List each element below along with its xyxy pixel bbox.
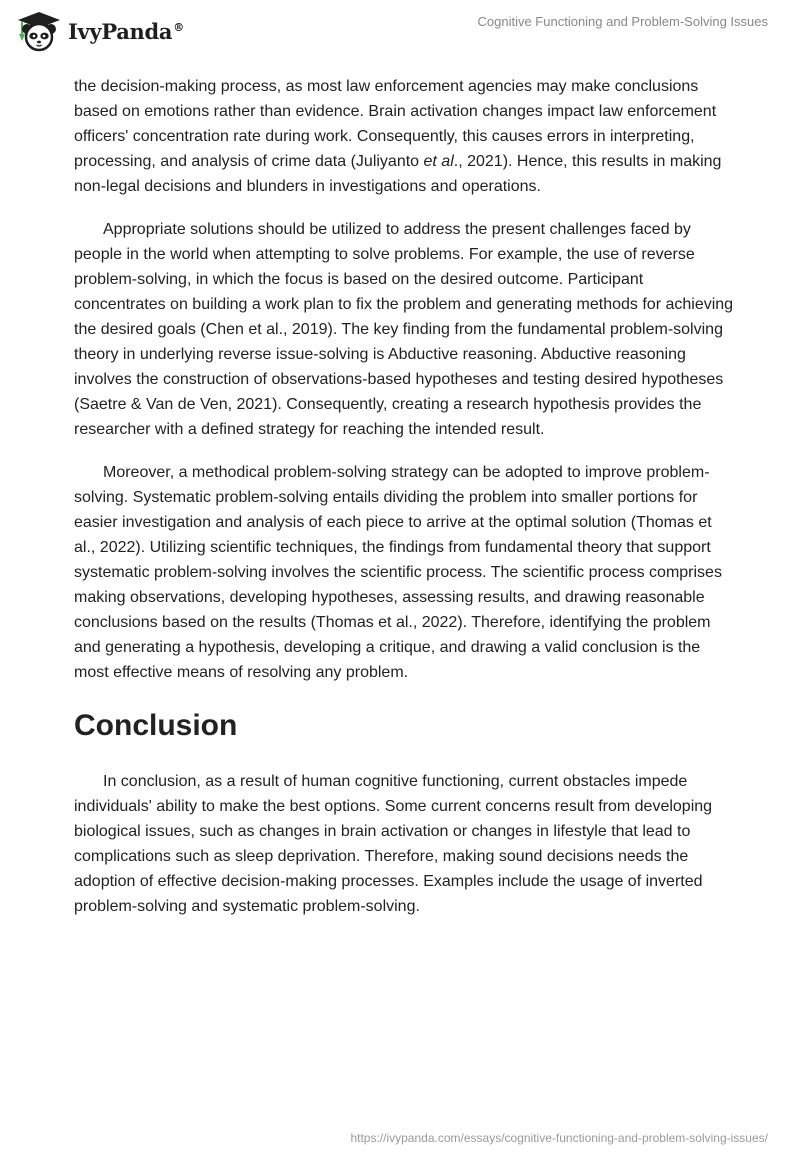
essay-body (74, 74, 734, 937)
document-title: Cognitive Functioning and Problem-Solving Issues (477, 14, 768, 29)
conclusion-heading: Conclusion (74, 709, 238, 742)
paragraph-systematic-problem-solving: Moreover, a methodical problem-solving strategy can be adopted to improve problem-solving. Systematic problem-solving entails dividing the problem into smaller portions for easier investigation and analysis of each piece to arrive at the optimal solution (Thomas et al., 2022). Utilizing scientific techniques, the findings from fundamental theory that support systematic problem-solving involves the scientific process. The scientific process comprises making observations, developing hypotheses, assessing results, and drawing reasonable conclusions based on the results (Thomas et al., 2022). Therefore, identifying the problem and generating a hypothesis, developing a critique, and drawing a valid conclusion is the most effective means of resolving any problem. (74, 464, 722, 681)
logo-wordmark: IvyPanda® (68, 18, 184, 44)
paragraph-continuation: the decision-making process, as most law enforcement agencies may make conclusions based on emotions rather than evidence. Brain activation changes impact law enforcement officers' concentration rate during work. Consequently, this causes errors in interpreting, processing, and analysis of crime data (Juliyanto et al., 2021). Hence, this results in making non-legal decisions and blunders in investigations and operations. (74, 78, 722, 195)
panda-graduation-cap-icon (16, 10, 62, 52)
paragraph-conclusion: In conclusion, as a result of human cognitive functioning, current obstacles impede individuals' ability to make the best options. Some current concerns result from developing biological issues, such as changes in brain activation or changes in lifestyle that lead to complications such as sleep deprivation. Therefore, making sound decisions needs the adoption of effective decision-making processes. Examples include the usage of inverted problem-solving and systematic problem-solving. (74, 773, 713, 915)
source-url: https://ivypanda.com/essays/cognitive-functioning-and-problem-solving-issues/ (350, 1131, 768, 1145)
paragraph-reverse-problem-solving: Appropriate solutions should be utilized to address the present challenges faced by people in the world when attempting to solve problems. For example, the use of reverse problem-solving, in which the focus is based on the desired outcome. Participant concentrates on building a work plan to fix the problem and generating methods for achieving the desired goals (Chen et al., 2019). The key finding from the fundamental problem-solving theory in underlying reverse issue-solving is Abductive reasoning. Abductive reasoning involves the construction of observations-based hypotheses and testing desired hypotheses (Saetre & Van de Ven, 2021). Consequently, creating a research hypothesis provides the researcher with a defined strategy for reaching the intended result. (74, 221, 734, 438)
page-header (0, 0, 800, 60)
ivypanda-logo-link[interactable] (16, 10, 184, 52)
registered-mark: ® (173, 20, 184, 34)
italic-et-al: et al (423, 153, 454, 170)
